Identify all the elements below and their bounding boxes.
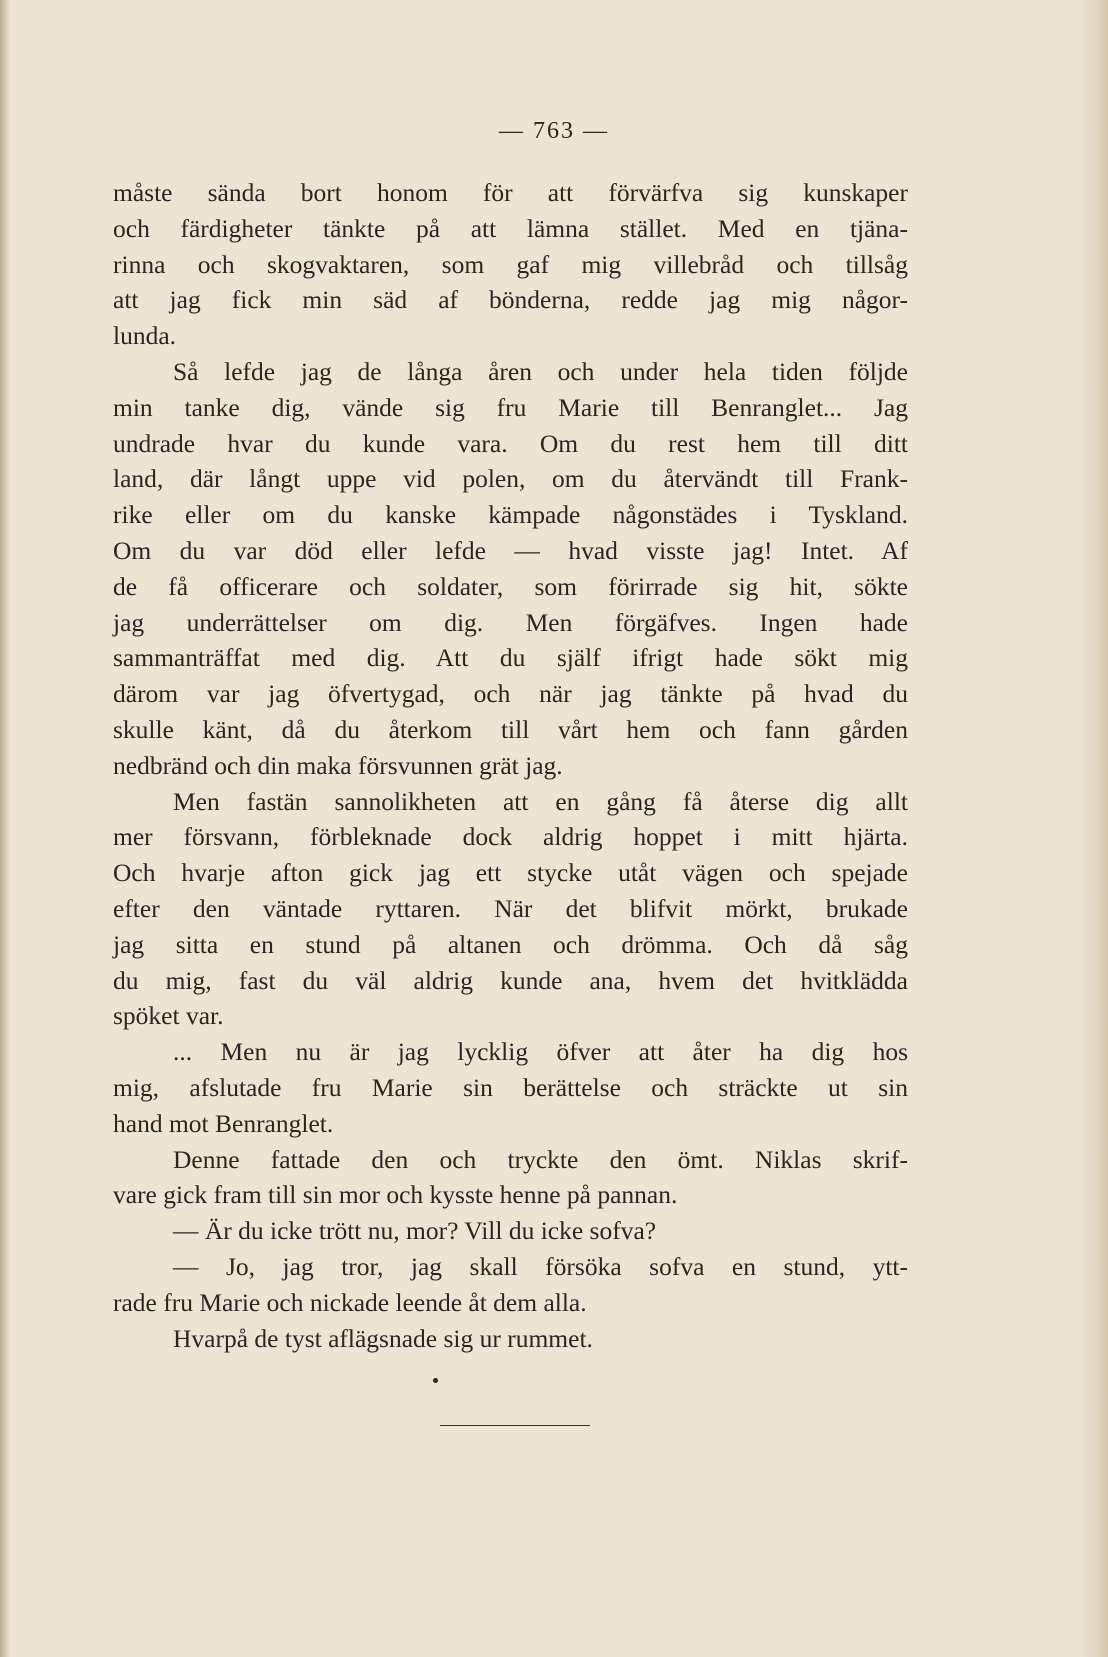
text-line: Hvarpå de tyst aflägsnade sig ur rummet. <box>173 1323 593 1353</box>
paragraph <box>113 784 908 1035</box>
text-line: sammanträffat med dig. Att du själf ifrigt hade sökt mig <box>113 643 908 673</box>
paragraph <box>113 354 908 784</box>
text-line: jag sitta en stund på altanen och drömma. Och då såg <box>113 929 908 959</box>
text-line: därom var jag öfvertygad, och när jag tänkte på hvad du <box>113 679 908 709</box>
text-line: vare gick fram till sin mor och kysste henne på pannan. <box>113 1180 678 1210</box>
text-line: Så lefde jag de långa åren och under hela tiden följde <box>173 356 908 386</box>
text-line: land, där långt uppe vid polen, om du återvändt till Frank- <box>113 464 908 494</box>
text-line: Och hvarje afton gick jag ett stycke utåt vägen och spejade <box>113 858 908 888</box>
paragraph <box>113 1213 908 1249</box>
body-text <box>113 175 908 1356</box>
text-line: ... Men nu är jag lycklig öfver att åter ha dig hos <box>173 1037 908 1067</box>
text-line: rinna och skogvaktaren, som gaf mig villebråd och tillsåg <box>113 249 908 279</box>
end-rule <box>440 1425 590 1426</box>
text-line: måste sända bort honom för att förvärfva sig kunskaper <box>113 178 908 207</box>
ink-dot <box>433 1378 438 1383</box>
paragraph <box>113 1321 908 1357</box>
text-line: Men fastän sannolikheten att en gång få återse dig allt <box>173 786 908 816</box>
text-line: rade fru Marie och nickade leende åt dem alla. <box>113 1287 587 1317</box>
paragraph <box>113 1142 908 1214</box>
text-line: — Jo, jag tror, jag skall försöka sofva en stund, ytt- <box>173 1251 908 1281</box>
text-line: spöket var. <box>113 1001 224 1031</box>
text-line: Denne fattade den och tryckte den ömt. Niklas skrif- <box>173 1144 908 1174</box>
text-line: nedbränd och din maka försvunnen grät jag. <box>113 750 563 780</box>
page-right-edge <box>1078 0 1108 1657</box>
text-line: du mig, fast du väl aldrig kunde ana, hvem det hvitklädda <box>113 965 908 995</box>
text-line: mig, afslutade fru Marie sin berättelse och sträckte ut sin <box>113 1072 908 1102</box>
text-line: de få officerare och soldater, som förirrade sig hit, sökte <box>113 571 908 601</box>
text-line: hand mot Benranglet. <box>113 1108 334 1138</box>
paragraph <box>113 1034 908 1141</box>
text-line: att jag fick min säd af bönderna, redde jag mig någor- <box>113 285 908 315</box>
text-line: undrade hvar du kunde vara. Om du rest hem till ditt <box>113 428 908 458</box>
text-line: skulle känt, då du återkom till vårt hem och fann gården <box>113 714 908 744</box>
text-line: lunda. <box>113 321 177 351</box>
text-line: — Är du icke trött nu, mor? Vill du icke sofva? <box>173 1216 657 1246</box>
text-line: efter den väntade ryttaren. När det blifvit mörkt, brukade <box>113 893 908 923</box>
text-line: min tanke dig, vände sig fru Marie till Benranglet... Jag <box>113 392 908 422</box>
paragraph <box>113 175 908 354</box>
text-line: mer försvann, förbleknade dock aldrig hoppet i mitt hjärta. <box>113 822 908 852</box>
page-left-edge <box>0 0 10 1657</box>
page-number: — 763 — <box>499 118 609 144</box>
paragraph <box>113 1249 908 1321</box>
text-line: Om du var död eller lefde — hvad visste jag! Intet. Af <box>113 535 908 565</box>
text-line: jag underrättelser om dig. Men förgäfves. Ingen hade <box>113 607 908 637</box>
text-line: och färdigheter tänkte på att lämna stället. Med en tjäna- <box>113 213 908 243</box>
text-line: rike eller om du kanske kämpade någonstädes i Tyskland. <box>113 500 908 530</box>
